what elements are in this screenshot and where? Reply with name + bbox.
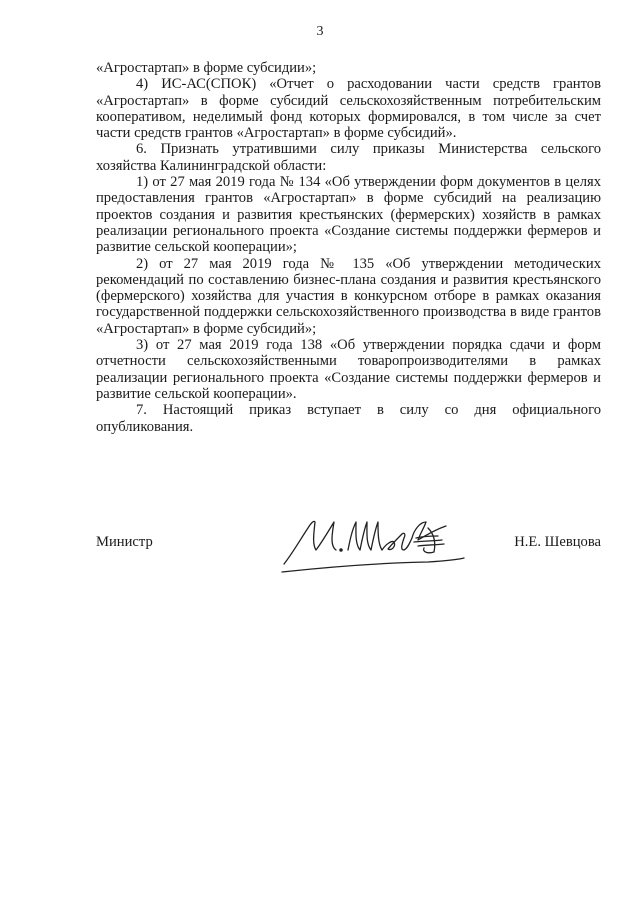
paragraph-item-7: 7. Настоящий приказ вступает в силу со дня официального опубликования. — [96, 402, 601, 435]
paragraph-subitem-2: 2) от 27 мая 2019 года № 135 «Об утверждении методических рекомендаций по составлению бизнес-плана создания и развития крестьянского (фермерского) хозяйства для участия в конкурсном отборе в рамках оказания государственной поддержки сельскохозяйственного производства в виде грантов «Агростартап» в форме субсидий»; — [96, 255, 601, 337]
signer-name: Н.Е. Шевцова — [514, 534, 601, 550]
handwritten-signature — [278, 508, 468, 578]
paragraph-item-6: 6. Признать утратившими силу приказы Министерства сельского хозяйства Калининградской области: — [96, 141, 601, 174]
page-number: 3 — [316, 24, 324, 39]
paragraph-item-4: 4) ИС-АС(СПОК) «Отчет о расходовании части средств грантов «Агростартап» в форме субсидий сельскохозяйственным потребительским кооперативом, неделимый фонд которых формировался, в том числе за счет части средств грантов «Агростартап» в форме субсидий». — [96, 76, 601, 142]
signature-block — [96, 508, 601, 578]
paragraph-continuation: «Агростартап» в форме субсидии»; — [96, 60, 317, 76]
paragraph-subitem-3: 3) от 27 мая 2019 года 138 «Об утверждении порядка сдачи и форм отчетности сельскохозяйственными товаропроизводителями в рамках реализации регионального проекта «Создание системы поддержки фермеров и развитие сельской кооперации». — [96, 337, 601, 402]
paragraph-subitem-1: 1) от 27 мая 2019 года № 134 «Об утверждении форм документов в целях предоставления грантов «Агростартап» в форме субсидий на реализацию проектов создания и развития крестьянских (фермерских) хозяйств в рамках реализации регионального проекта «Создание системы поддержки фермеров и развитие сельской кооперации»; — [96, 174, 601, 256]
document-body — [96, 60, 601, 435]
signer-title: Министр — [96, 534, 153, 550]
